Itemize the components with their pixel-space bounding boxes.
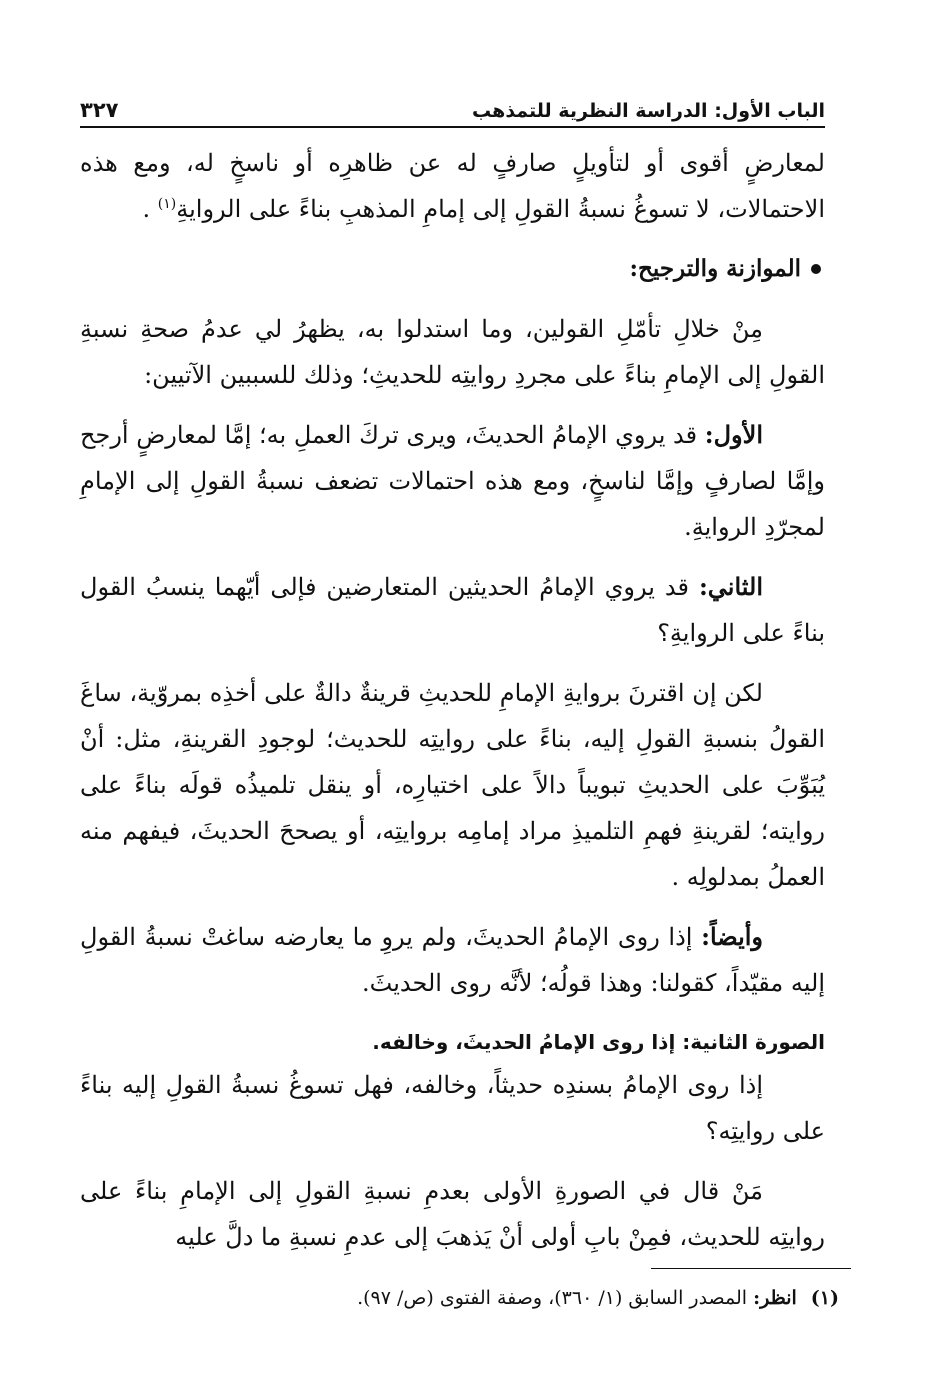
paragraph-intro: مِنْ خلالِ تأمّلِ القولين، وما استدلوا به، يظهرُ لي عدمُ صحةِ نسبةِ القولِ إلى الإمامِ بناءً على مجردِ روايتِه للحديثِ؛ وذلك للسببين الآتيين:: [80, 315, 825, 389]
paragraph-answer: مَنْ قال في الصورةِ الأولى بعدمِ نسبةِ القولِ إلى الإمامِ بناءً على روايتِه للحديث، فمِنْ بابِ أولى أنْ يَذهبَ إلى عدمِ نسبةِ ما دلَّ عليه: [80, 1177, 825, 1251]
paragraph-exception: لكن إن اقترنَ بروايةِ الإمامِ للحديثِ قرينةٌ دالةٌ على أخذِه بمروّية، ساغَ القولُ بنسبةِ القولِ إليه، بناءً على روايتِه للحديث؛ لوجودِ القرينةِ، مثل: أنْ يُبَوِّبَ على الحديثِ تبويباً دالاً على اختيارِه، أو ينقل تلميذُه قولَه بناءً على روايته؛ لقرينةِ فهمِ التلميذِ مراد إمامِه بروايتِه، أو يصححَ الحديثَ، فيفهم منه العملُ بمدلولِه .: [80, 679, 825, 891]
reason-label: الثاني:: [698, 572, 764, 601]
page-body: [80, 92, 825, 1260]
also-label: وأيضاً:: [701, 922, 763, 951]
footnote-reference: (١): [157, 196, 177, 212]
bullet-icon: [811, 264, 821, 274]
footnote: [99, 1282, 839, 1314]
footnote-label: انظر:: [753, 1287, 797, 1309]
footnote-mark: (١): [810, 1287, 839, 1309]
footnote-divider: [651, 1268, 851, 1269]
also-text: إذا روى الإمامُ الحديثَ، ولم يروِ ما يعارضه ساغتْ نسبةُ القولِ إليه مقيّداً، كقولنا: وهذا قولُه؛ لأنَّه روى الحديثَ.: [80, 923, 825, 997]
section-title: الصورة الثانية: إذا روى الإمامُ الحديثَ، وخالفه.: [372, 1030, 825, 1054]
subheading-text: الموازنة والترجيح:: [629, 255, 801, 282]
reason-text: قد يروي الإمامُ الحديثين المتعارضين فإلى أيّهما ينسبُ القول بناءً على الروايةِ؟: [80, 573, 825, 647]
footnote-text: المصدر السابق (١/ ٣٦٠)، وصفة الفتوى (ص/ ٩٧).: [357, 1287, 754, 1309]
paragraph-first-reason: [80, 412, 825, 550]
paragraph-text: لمعارضٍ أقوى أو لتأويلٍ صارفٍ له عن ظاهرِه أو ناسخٍ له، ومع هذه الاحتمالات، لا تسوغُ نسبةُ القولِ إلى إمامِ المذهبِ بناءً على الروايةِ: [80, 149, 825, 223]
paragraph-end: .: [142, 195, 158, 223]
reason-label: الأول:: [704, 420, 763, 449]
subheading: [80, 246, 825, 292]
paragraph-continuation: [80, 140, 825, 232]
chapter-title: الباب الأول: الدراسة النظرية للتمذهب: [472, 100, 825, 122]
paragraph-also: [80, 914, 825, 1006]
paragraph-second-reason: [80, 564, 825, 656]
running-header: [80, 92, 825, 128]
reason-text: قد يروي الإمامُ الحديثَ، ويرى تركَ العملِ به؛ إمَّا لمعارضٍ أرجح وإمَّا لصارفٍ وإمَّا لناسخٍ، ومع هذه احتمالات تضعف نسبةُ القولِ إلى الإمامِ لمجرّدِ الروايةِ.: [80, 421, 825, 541]
paragraph-question: إذا روى الإمامُ بسندِه حديثاً، وخالفه، فهل تسوغُ نسبةُ القولِ إليه بناءً على روايتِه؟: [80, 1071, 825, 1145]
page-number: ٣٢٧: [80, 98, 119, 122]
